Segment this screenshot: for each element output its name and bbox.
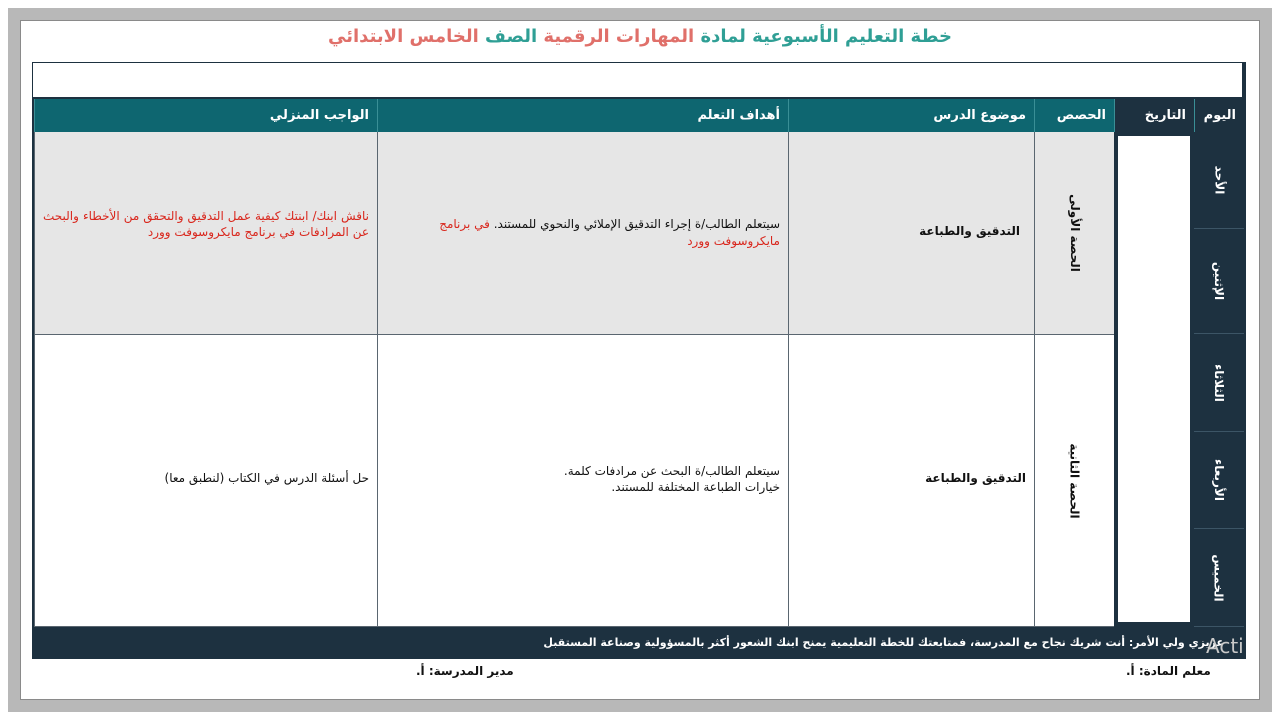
header-topic: موضوع الدرس [788, 99, 1034, 132]
header-periods: الحصص [1034, 99, 1114, 132]
header-homework: الواجب المنزلي [34, 99, 377, 132]
title-part-4: الخامس الابتدائي [328, 26, 479, 47]
title-part-1: خطة التعليم الأسبوعية لمادة [694, 26, 952, 47]
weekly-plan-table [32, 97, 1246, 627]
header-date: التاريخ [1114, 99, 1194, 132]
day-tuesday: الثلاثاء [1194, 334, 1244, 432]
row2-objective-line-1: سيتعلم الطالب/ة البحث عن مرادفات كلمة. [563, 464, 780, 478]
row1-topic: التدقيق والطباعة [788, 132, 1034, 335]
day-wednesday: الأربعاء [1194, 432, 1244, 529]
row2-period: الحصة الثانية [1034, 335, 1114, 627]
day-monday: الإثنين [1194, 229, 1244, 334]
row2-topic: التدقيق والطباعة [788, 335, 1034, 627]
row1-objective-text: سيتعلم الطالب/ة إجراء التدقيق الإملائي والنحوي للمستند. [489, 217, 780, 231]
title-part-2: المهارات الرقمية [543, 26, 695, 47]
header-objectives: أهداف التعلم [377, 99, 788, 132]
parent-note-footer: عزيزي ولي الأمر: أنت شريك نجاح مع المدرسة، فمتابعتك للخطة التعليمية يمنح ابنك الشعور أكثر بالمسؤولية وصناعة المستقبل [32, 627, 1246, 659]
row2-objectives [377, 335, 788, 627]
date-column [1114, 132, 1194, 627]
row2-objective-line-2: خيارات الطباعة المختلفة للمستند. [611, 480, 780, 494]
document-title [300, 26, 980, 47]
row1-homework: ناقش ابنك/ ابنتك كيفية عمل التدقيق والتحقق من الأخطاء والبحث عن المرادفات في برنامج مايكروسوفت وورد [34, 132, 377, 335]
row2-homework: حل أسئلة الدرس في الكتاب (لنطبق معا) [34, 335, 377, 627]
row1-objective-red-text: في برنامج مايكروسوفت وورد [439, 217, 780, 248]
title-part-3: الصف [478, 26, 544, 47]
teacher-signature: معلم المادة: أ. [1126, 664, 1211, 678]
day-sunday: الأحد [1194, 132, 1244, 229]
principal-signature: مدير المدرسة: أ. [416, 664, 514, 678]
row1-objectives [377, 132, 788, 335]
date-field[interactable] [1118, 136, 1190, 622]
header-day: اليوم [1194, 99, 1244, 132]
title-strip [32, 62, 1246, 98]
activation-watermark: Acti [1206, 634, 1244, 658]
row1-period: الحصة الأولى [1034, 132, 1114, 335]
day-column [1194, 132, 1244, 627]
day-thursday: الخميس [1194, 529, 1244, 627]
